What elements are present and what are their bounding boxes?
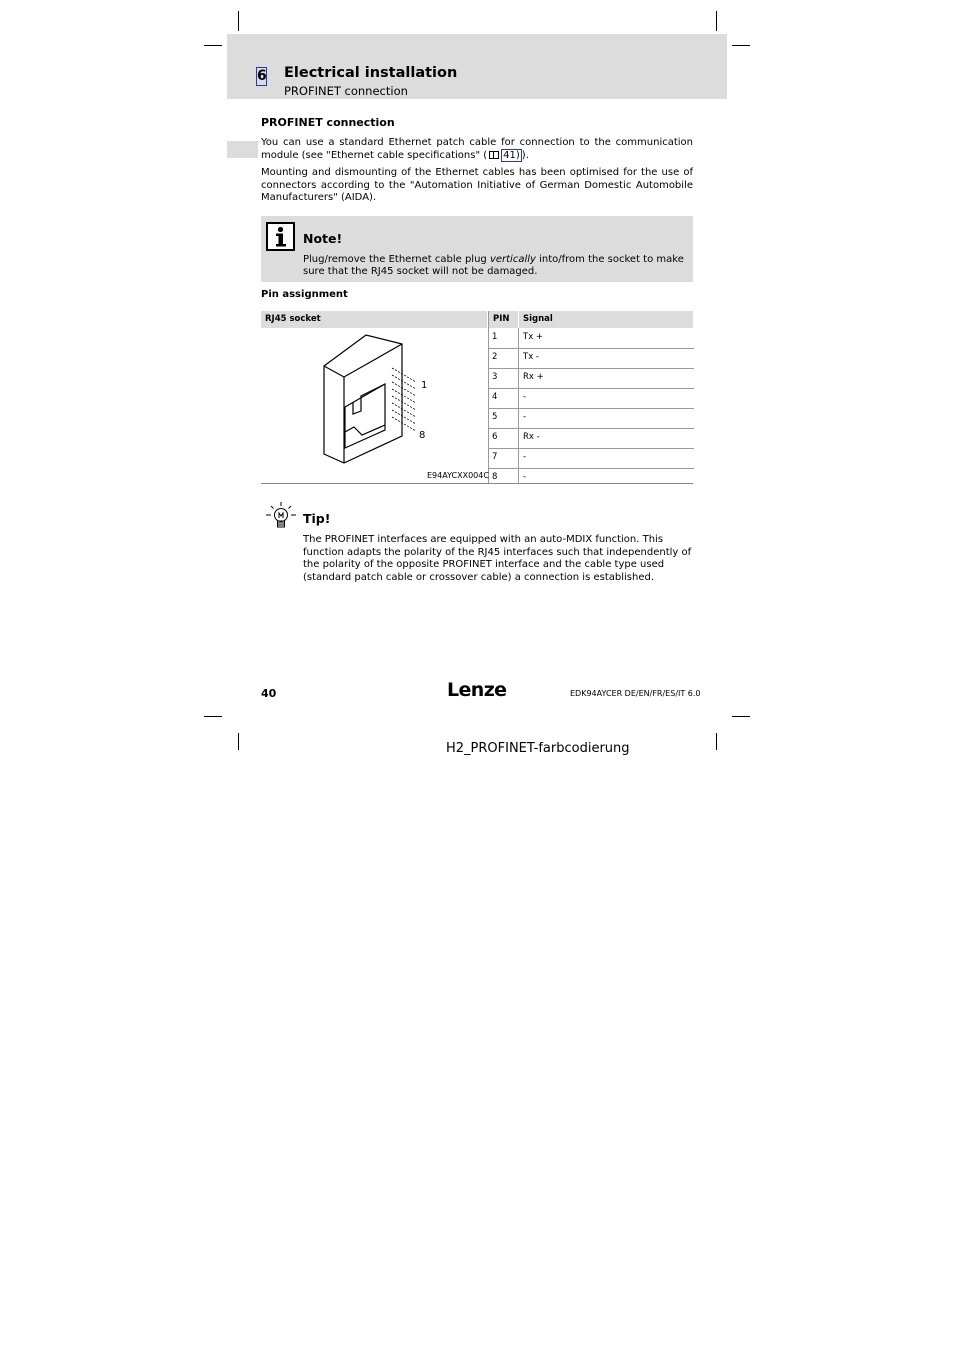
rj45-socket-diagram <box>318 332 438 468</box>
chapter-subtitle: PROFINET connection <box>284 84 408 98</box>
table-row-signal: - <box>523 452 527 462</box>
tip-text: The PROFINET interfaces are equipped with an auto-MDIX function. This function adapts the polarity of the RJ45 interfaces such that independently of the polarity of the opposite PROFINET interface and the cable type used (standard patch cable or crossover cable) a connection is established. <box>303 534 692 583</box>
pin-assignment-title: Pin assignment <box>261 289 348 300</box>
diagram-pin-label-first: 1 <box>421 380 428 391</box>
table-header-signal: Signal <box>519 311 693 328</box>
crop-mark <box>732 716 750 717</box>
document-id: EDK94AYCER DE/EN/FR/ES/IT 6.0 <box>570 689 701 698</box>
lenze-logo: Lenze <box>447 679 507 701</box>
chapter-number[interactable]: 6 <box>257 68 267 84</box>
page-reference-link[interactable]: 41) <box>503 149 520 161</box>
note-title: Note! <box>303 231 343 246</box>
table-row-pin: 3 <box>492 372 498 382</box>
table-row-divider <box>489 408 694 409</box>
table-header-socket: RJ45 socket <box>261 311 487 328</box>
table-row-divider <box>489 428 694 429</box>
table-row-pin: 6 <box>492 432 498 442</box>
book-icon <box>489 151 499 159</box>
crop-mark <box>204 716 222 717</box>
table-row-signal: - <box>523 472 527 482</box>
page-number: 40 <box>261 687 277 700</box>
table-row-pin: 4 <box>492 392 498 402</box>
paragraph-cable-text-a: You can use a standard Ethernet patch cable for connection to the communication module (see "Ethernet cable specifications" ( <box>261 137 693 161</box>
note-text-emphasis: vertically <box>489 254 536 265</box>
table-row-pin: 5 <box>492 412 498 422</box>
side-tab-marker <box>227 141 258 158</box>
diagram-pin-label-last: 8 <box>419 430 426 441</box>
paragraph-cable <box>261 137 693 162</box>
figure-label: E94AYCXX004C <box>427 471 489 480</box>
table-row-divider <box>489 348 694 349</box>
table-row-divider <box>489 468 694 469</box>
lightbulb-icon <box>265 502 297 532</box>
crop-mark <box>716 733 717 750</box>
table-row-pin: 8 <box>492 472 498 482</box>
table-divider <box>518 328 519 484</box>
crop-mark <box>204 45 222 46</box>
table-bottom-rule <box>261 483 693 484</box>
table-row-pin: 7 <box>492 452 498 462</box>
note-text-b: into/from the socket to make sure that the RJ45 socket will not be damaged. <box>303 254 684 278</box>
table-row-divider <box>489 388 694 389</box>
note-text-a: Plug/remove the Ethernet cable plug <box>303 254 490 265</box>
table-row-divider <box>489 368 694 369</box>
crop-mark <box>238 11 239 31</box>
crop-mark <box>238 733 239 750</box>
chapter-title: Electrical installation <box>284 65 458 81</box>
paragraph-aida: Mounting and dismounting of the Ethernet cables has been optimised for the use of connectors according to the "Automation Initiative of German Domestic Automobile Manufacturers" (AIDA). <box>261 167 693 203</box>
table-row-signal: Rx + <box>523 372 544 382</box>
table-row-pin: 2 <box>492 352 498 362</box>
table-row-pin: 1 <box>492 332 498 342</box>
crop-mark <box>732 45 750 46</box>
section-title: PROFINET connection <box>261 116 395 129</box>
table-row-signal: Rx - <box>523 432 540 442</box>
table-row-signal: Tx - <box>523 352 539 362</box>
table-row-divider <box>489 448 694 449</box>
paragraph-cable-text-b: ). <box>521 149 529 161</box>
tip-title: Tip! <box>303 511 331 526</box>
table-row-signal: - <box>523 412 527 422</box>
crop-mark <box>716 11 717 31</box>
note-text <box>303 254 688 279</box>
table-row-signal: Tx + <box>523 332 544 342</box>
table-header-pin: PIN <box>489 311 518 328</box>
table-divider <box>488 311 489 484</box>
table-row-signal: - <box>523 392 527 402</box>
info-icon <box>266 222 296 252</box>
file-caption: H2_PROFINET-farbcodierung <box>446 741 630 756</box>
